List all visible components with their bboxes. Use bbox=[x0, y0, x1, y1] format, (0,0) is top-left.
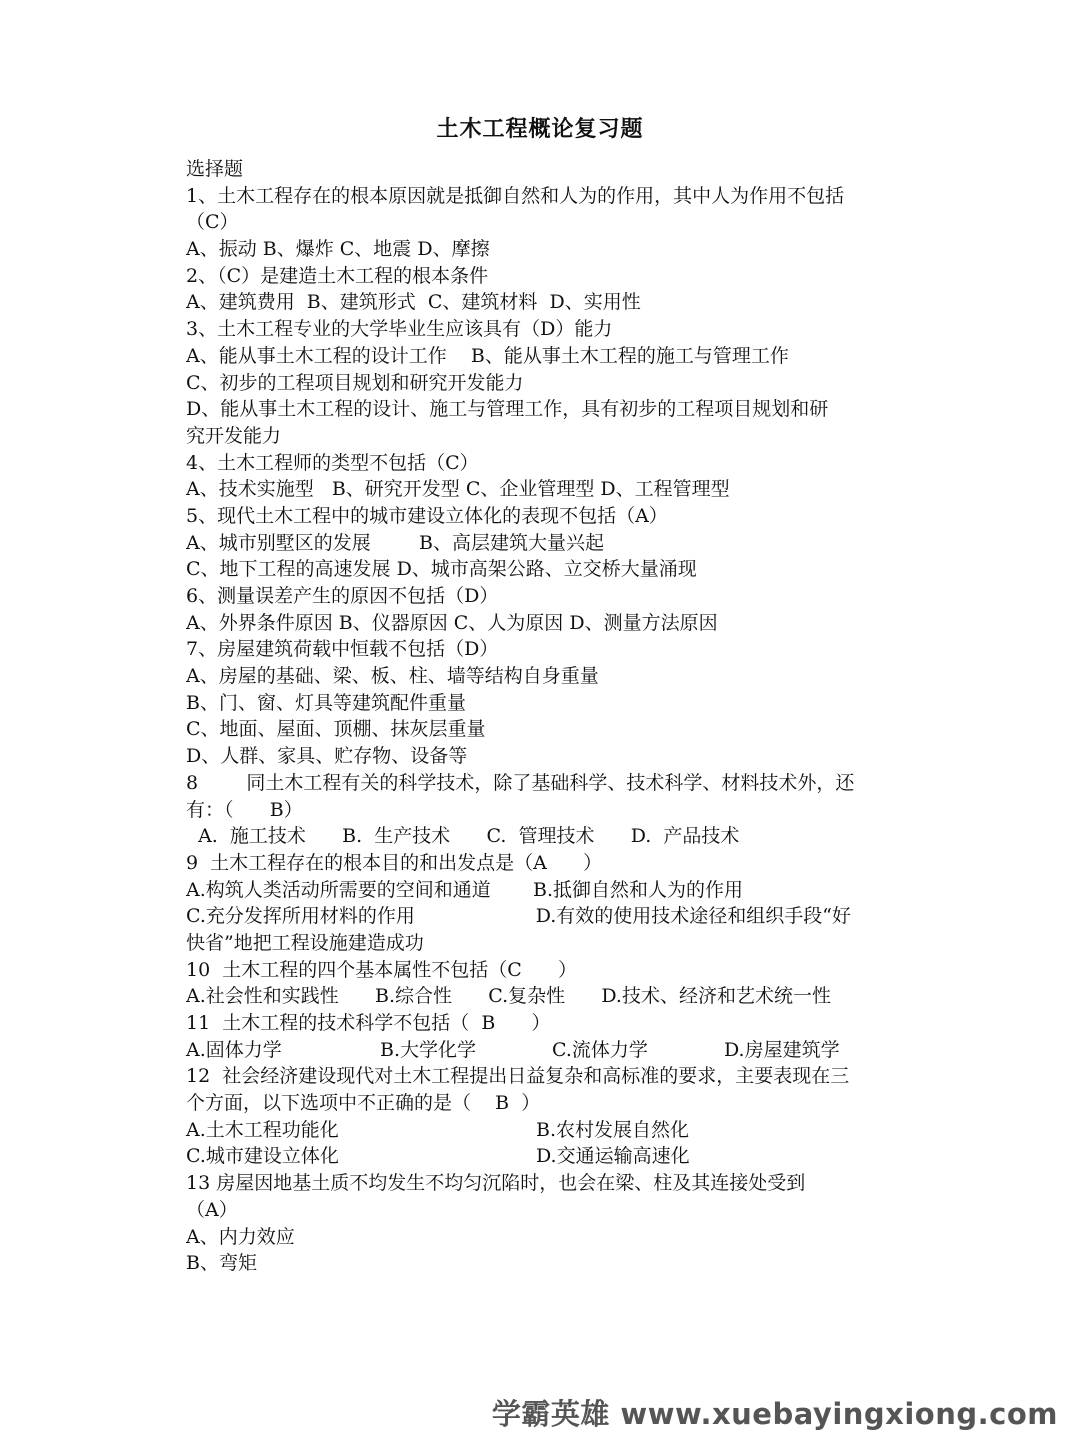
question-9: 9 土木工程存在的根本目的和出发点是（A ） bbox=[186, 851, 603, 874]
question-12-options-cd bbox=[186, 1143, 906, 1170]
question-5-options-cd: C、地下工程的高速发展 D、城市高架公路、立交桥大量涌现 bbox=[186, 558, 697, 581]
question-4: 4、土木工程师的类型不包括（C） bbox=[186, 451, 479, 474]
question-1: 1、土木工程存在的根本原因就是抵御自然和人为的作用，其中人为作用不包括 bbox=[186, 184, 845, 207]
question-3: 3、土木工程专业的大学毕业生应该具有（D）能力 bbox=[186, 318, 613, 341]
question-6: 6、测量误差产生的原因不包括（D） bbox=[186, 585, 499, 607]
question-1-answer: （C） bbox=[186, 211, 239, 234]
question-11-options bbox=[186, 1037, 906, 1064]
question-9-options-cd: C.充分发挥所用材料的作用 D.有效的使用技术途径和组织手段“好 bbox=[186, 905, 852, 928]
section-heading: 选择题 bbox=[186, 158, 244, 180]
question-5: 5、现代土木工程中的城市建设立体化的表现不包括（A） bbox=[186, 504, 668, 527]
question-10: 10 土木工程的四个基本属性不包括（C ） bbox=[186, 958, 578, 981]
question-12-options-ab bbox=[186, 1117, 906, 1144]
question-11-option-a: A.固体力学 bbox=[186, 1038, 282, 1061]
question-3-option-d-cont: 究开发能力 bbox=[186, 424, 282, 447]
question-7-option-c: C、地面、屋面、顶棚、抹灰层重量 bbox=[186, 718, 486, 741]
question-12-cont: 个方面，以下选项中不正确的是（ B ） bbox=[186, 1092, 541, 1115]
question-8: 8 同土木工程有关的科学技术，除了基础科学、技术科学、材料技术外，还 bbox=[186, 771, 855, 794]
question-8-options: A. 施工技术 B. 生产技术 C. 管理技术 D. 产品技术 bbox=[186, 825, 740, 848]
question-13-option-b: B、弯矩 bbox=[186, 1252, 257, 1275]
question-11-option-d: D.房屋建筑学 bbox=[724, 1038, 840, 1061]
question-7-option-d: D、人群、家具、贮存物、设备等 bbox=[186, 745, 468, 768]
question-7-option-a: A、房屋的基础、梁、板、柱、墙等结构自身重量 bbox=[186, 665, 599, 688]
question-7: 7、房屋建筑荷载中恒载不包括（D） bbox=[186, 638, 499, 661]
question-8-cont: 有：（ B） bbox=[186, 798, 303, 821]
question-2-options: A、建筑费用 B、建筑形式 C、建筑材料 D、实用性 bbox=[186, 291, 641, 314]
question-9-option-d-cont: 快省”地把工程设施建造成功 bbox=[186, 931, 424, 954]
question-5-options-ab: A、城市别墅区的发展 B、高层建筑大量兴起 bbox=[186, 531, 605, 554]
question-3-option-ab: A、能从事土木工程的设计工作 B、能从事土木工程的施工与管理工作 bbox=[186, 344, 789, 367]
question-13: 13 房屋因地基土质不均发生不均匀沉陷时，也会在梁、柱及其连接处受到 bbox=[186, 1172, 806, 1195]
site-watermark: 学霸英雄 www.xuebayingxiong.com bbox=[491, 1397, 1058, 1431]
question-7-option-b: B、门、窗、灯具等建筑配件重量 bbox=[186, 691, 466, 714]
document-body bbox=[186, 156, 906, 1277]
question-11: 11 土木工程的技术科学不包括（ B ） bbox=[186, 1012, 551, 1034]
question-13-option-a: A、内力效应 bbox=[186, 1225, 295, 1248]
question-12-option-d: D.交通运输高速化 bbox=[536, 1145, 690, 1168]
question-3-option-d: D、能从事土木工程的设计、施工与管理工作，具有初步的工程项目规划和研 bbox=[186, 398, 829, 421]
question-9-options-ab: A.构筑人类活动所需要的空间和通道 B.抵御自然和人为的作用 bbox=[186, 878, 744, 901]
question-1-options: A、振动 B、爆炸 C、地震 D、摩擦 bbox=[186, 238, 490, 261]
question-4-options: A、技术实施型 B、研究开发型 C、企业管理型 D、工程管理型 bbox=[186, 478, 730, 501]
question-12-option-a: A.土木工程功能化 bbox=[186, 1118, 339, 1141]
question-3-option-c: C、初步的工程项目规划和研究开发能力 bbox=[186, 371, 524, 394]
question-13-answer: （A） bbox=[186, 1198, 238, 1221]
question-12: 12 社会经济建设现代对土木工程提出日益复杂和高标准的要求，主要表现在三 bbox=[186, 1065, 850, 1088]
question-11-option-c: C.流体力学 bbox=[552, 1038, 648, 1061]
question-10-options: A.社会性和实践性 B.综合性 C.复杂性 D.技术、经济和艺术统一性 bbox=[186, 985, 831, 1008]
question-12-option-c: C.城市建设立体化 bbox=[186, 1145, 339, 1168]
question-6-options: A、外界条件原因 B、仪器原因 C、人为原因 D、测量方法原因 bbox=[186, 611, 718, 634]
question-12-option-b: B.农村发展自然化 bbox=[536, 1118, 690, 1141]
question-11-option-b: B.大学化学 bbox=[380, 1038, 477, 1061]
question-2: 2、（C）是建造土木工程的根本条件 bbox=[186, 264, 489, 287]
page-title: 土木工程概论复习题 bbox=[436, 117, 644, 142]
